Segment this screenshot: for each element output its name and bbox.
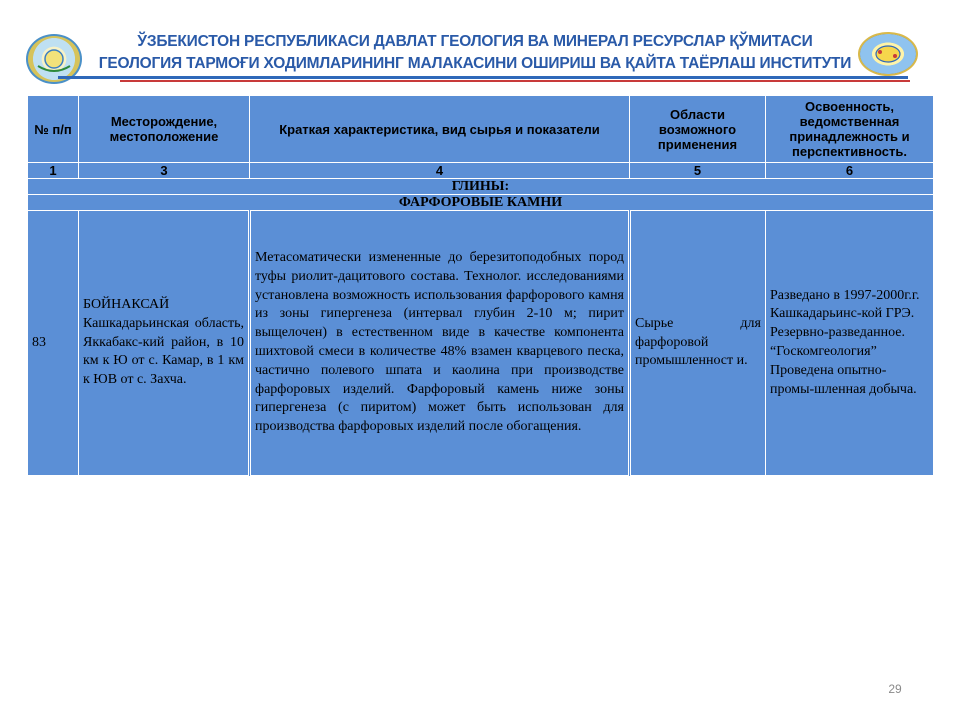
column-header-number: № п/п — [28, 96, 79, 163]
deposit-table — [27, 95, 934, 476]
deposit-description: Метасоматически измененные до березитоподобных пород туфы риолит-дацитового состава. Технолог. исследованиями установлена возможность использования фарфорового камня из зоны гипергенеза (интервал глубин 2-10 м; пирит выщелочен) в естественном виде в качестве компонента шихтовой смеси в количестве 48% взамен кварцевого песка, частично полевого шпата и каолина при производстве фарфоровых изделий. Фарфоровый камень ниже зоны гипергенеза (с пиритом) может быть использован для производства фарфоровых изделий после обогащения. — [250, 211, 630, 476]
header-divider-accent — [120, 80, 910, 82]
column-header-status: Освоенность, ведомственная принадлежность и перспективность. — [766, 96, 934, 163]
section-row-clays — [28, 179, 934, 195]
institution-title-line-1: ЎЗБЕКИСТОН РЕСПУБЛИКАСИ ДАВЛАТ ГЕОЛОГИЯ ВА МИНЕРАЛ РЕСУРСЛАР ҚЎМИТАСИ — [137, 33, 813, 50]
deposit-location: БОЙНАКСАЙ Кашкадарьинская область, Яккабакс-кий район, в 10 км к Ю от с. Камар, в 1 км к ЮВ от с. Захча. — [79, 211, 250, 476]
emblem-icon — [858, 32, 918, 76]
column-header-description: Краткая характеристика, вид сырья и показатели — [250, 96, 630, 163]
section-title: ГЛИНЫ: — [28, 179, 934, 195]
column-number: 4 — [250, 163, 630, 179]
development-status: Разведано в 1997-2000г.г. Кашкадарьинс-кой ГРЭ. Резервно-разведанное. “Госкомгеология” Проведена опытно-промы-шленная добыча. — [766, 211, 934, 476]
column-number-row — [28, 163, 934, 179]
table-row — [28, 211, 934, 476]
column-header-deposit: Месторождение, местоположение — [79, 96, 250, 163]
institution-title-line-2: ГЕОЛОГИЯ ТАРМОҒИ ХОДИМЛАРИНИНГ МАЛАКАСИНИ ОШИРИШ ВА ҚАЙТА ТАЁРЛАШ ИНСТИТУТИ — [98, 55, 852, 72]
row-number: 83 — [28, 211, 79, 476]
column-number: 5 — [630, 163, 766, 179]
table-header-row — [28, 96, 934, 163]
section-title: ФАРФОРОВЫЕ КАМНИ — [28, 195, 934, 211]
page-number: 29 — [888, 682, 902, 696]
section-row-porcelain-stones — [28, 195, 934, 211]
column-number: 6 — [766, 163, 934, 179]
column-number: 1 — [28, 163, 79, 179]
column-number: 3 — [79, 163, 250, 179]
column-header-application: Области возможного применения — [630, 96, 766, 163]
header-divider — [58, 76, 908, 79]
slide-header — [0, 0, 960, 86]
application-area: Сырье для фарфоровой промышленност и. — [630, 211, 766, 476]
